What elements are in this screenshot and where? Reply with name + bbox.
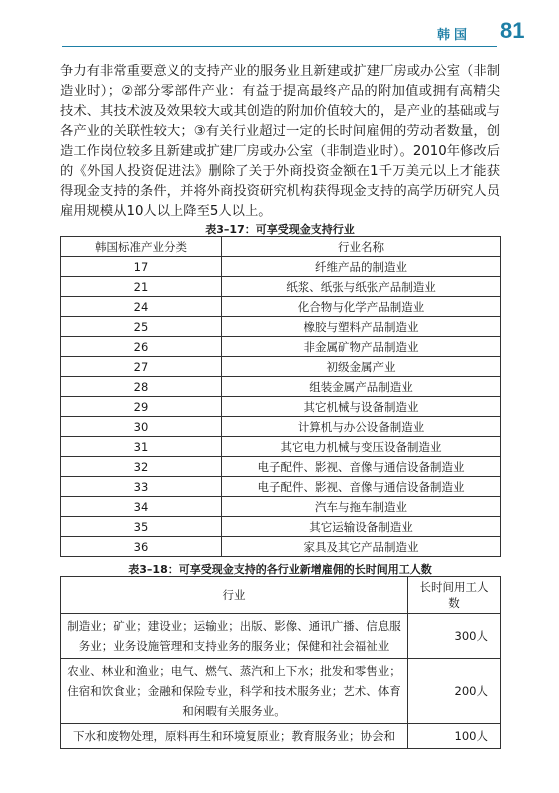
industry-name-cell: 其它机械与设备制造业 (222, 397, 501, 417)
industry-name-cell: 电子配件、影视、音像与通信设备制造业 (222, 457, 501, 477)
table1-title: 表3–17：可享受现金支持行业 (205, 223, 355, 236)
table1 (60, 236, 501, 557)
industry-code-cell: 17 (61, 257, 222, 277)
industry-code-cell: 24 (61, 297, 222, 317)
table-row (61, 477, 501, 497)
table-row (61, 437, 501, 457)
industry-code-cell: 25 (61, 317, 222, 337)
industry-name-cell: 组装金属产品制造业 (222, 377, 501, 397)
industry-name-cell: 纤维产品的制造业 (222, 257, 501, 277)
industry-code-cell: 28 (61, 377, 222, 397)
table-row (61, 377, 501, 397)
industry-name-cell: 纸浆、纸张与纸张产品制造业 (222, 277, 501, 297)
industry-name-cell: 化合物与化学产品制造业 (222, 297, 501, 317)
industry-code-cell: 33 (61, 477, 222, 497)
industry-group-cell: 农业、林业和渔业；电气、燃气、蒸汽和上下水；批发和零售业；住宿和饮食业；金融和保险专业，科学和技术服务业；艺术、体育和闲暇有关服务业。 (61, 659, 408, 724)
industry-name-cell: 橡胶与塑料产品制造业 (222, 317, 501, 337)
industry-code-cell: 31 (61, 437, 222, 457)
worker-count-cell: 300人 (408, 614, 501, 659)
table2-header-industry: 行业 (61, 577, 408, 614)
table1-header-code: 韩国标准产业分类 (61, 237, 222, 257)
table2-header-count: 长时间用工人数 (408, 577, 501, 614)
table-row (61, 659, 501, 724)
body-paragraph: 争力有非常重要意义的支持产业的服务业且新建或扩建厂房或办公室（非制造业时）；②部分零部件产业：有益于提高最终产品的附加值或拥有高精尖技术、其技术波及效果较大或其创造的附加价值较大的，是产业的基础或与各产业的关联性较大；③有关行业超过一定的长时间雇佣的劳动者数量，创造工作岗位较多且新建或扩建厂房或办公室（非制造业时）。2010年修改后的《外国人投资促进法》删除了关于外商投资金额在1千万美元以上才能获得现金支持的条件，并将外商投资研究机构获得现金支持的高学历研究人员雇用规模从10人以上降至5人以上。 (60, 64, 500, 219)
table-row (61, 397, 501, 417)
table-row (61, 317, 501, 337)
table1-header-row (61, 237, 501, 257)
table2-title: 表3–18：可享受现金支持的各行业新增雇佣的长时间用工人数 (128, 563, 432, 576)
table-row (61, 257, 501, 277)
page-number: 81 (500, 18, 525, 43)
industry-name-cell: 计算机与办公设备制造业 (222, 417, 501, 437)
table-row (61, 357, 501, 377)
industry-code-cell: 35 (61, 517, 222, 537)
industry-code-cell: 30 (61, 417, 222, 437)
industry-code-cell: 36 (61, 537, 222, 557)
industry-name-cell: 非金属矿物产品制造业 (222, 337, 501, 357)
header-rule (62, 46, 497, 47)
table-row (61, 417, 501, 437)
table2-header-row (61, 577, 501, 614)
industry-name-cell: 汽车与拖车制造业 (222, 497, 501, 517)
industry-group-cell: 制造业；矿业；建设业；运输业；出版、影像、通讯广播、信息服务业；业务设施管理和支持业务的服务业；保健和社会福祉业 (61, 614, 408, 659)
table-row (61, 517, 501, 537)
header-country: 韩国 (437, 28, 472, 43)
table-row (61, 497, 501, 517)
industry-code-cell: 21 (61, 277, 222, 297)
industry-code-cell: 29 (61, 397, 222, 417)
worker-count-cell: 200人 (408, 659, 501, 724)
table-row (61, 614, 501, 659)
industry-name-cell: 家具及其它产品制造业 (222, 537, 501, 557)
industry-name-cell: 其它运输设备制造业 (222, 517, 501, 537)
table-row (61, 724, 501, 749)
industry-code-cell: 26 (61, 337, 222, 357)
table-row (61, 457, 501, 477)
table2 (60, 576, 501, 749)
table-row (61, 337, 501, 357)
industry-code-cell: 34 (61, 497, 222, 517)
industry-group-cell: 下水和废物处理，原料再生和环境复原业；教育服务业；协会和 (61, 724, 408, 749)
table-row (61, 297, 501, 317)
industry-name-cell: 初级金属产业 (222, 357, 501, 377)
industry-code-cell: 27 (61, 357, 222, 377)
industry-code-cell: 32 (61, 457, 222, 477)
industry-name-cell: 电子配件、影视、音像与通信设备制造业 (222, 477, 501, 497)
table-row (61, 537, 501, 557)
table1-header-industry: 行业名称 (222, 237, 501, 257)
worker-count-cell: 100人 (408, 724, 501, 749)
table-row (61, 277, 501, 297)
industry-name-cell: 其它电力机械与变压设备制造业 (222, 437, 501, 457)
